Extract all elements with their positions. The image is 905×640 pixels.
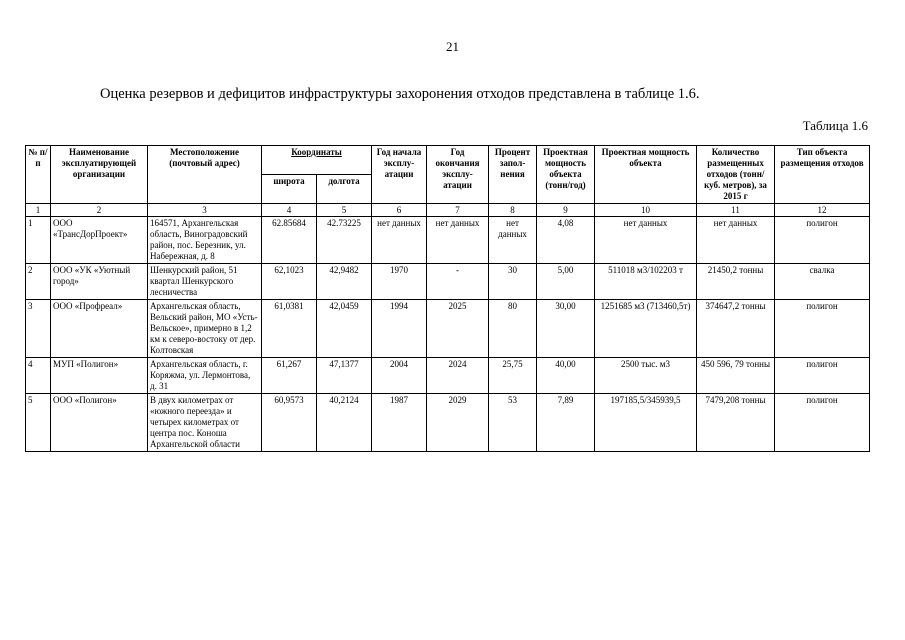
cell-longitude: 40,2124 [317, 394, 372, 452]
cell-latitude: 60,9573 [262, 394, 317, 452]
cell-facility-type: полигон [775, 358, 870, 394]
column-number: 5 [317, 204, 372, 217]
header-operator: Наименование эксплуатирующей организации [51, 146, 148, 204]
cell-address: Шенкурский район, 51 квартал Шенкурского лесничества [148, 264, 262, 300]
column-number: 2 [51, 204, 148, 217]
document-heading: Оценка резервов и дефицитов инфраструктуры захоронения отходов представлена в таблице 1.6. [100, 86, 700, 102]
column-number: 3 [148, 204, 262, 217]
cell-facility-type: свалка [775, 264, 870, 300]
cell-start-year: 2004 [372, 358, 427, 394]
cell-design-power: 197185,5/345939,5 [595, 394, 697, 452]
cell-design-capacity: 30,00 [537, 300, 595, 358]
cell-fill-percent: 80 [489, 300, 537, 358]
cell-design-power: 1251685 м3 (713460,5т) [595, 300, 697, 358]
table-row [26, 300, 870, 358]
column-number: 4 [262, 204, 317, 217]
header-address: Местоположение (почтовый адрес) [148, 146, 262, 204]
cell-longitude: 42,9482 [317, 264, 372, 300]
table-caption: Таблица 1.6 [802, 118, 868, 133]
cell-start-year: нет данных [372, 217, 427, 264]
column-number: 8 [489, 204, 537, 217]
header-longitude: долгота [317, 175, 372, 204]
cell-number: 4 [26, 358, 51, 394]
header-facility-type: Тип объекта размещения отходов [775, 146, 870, 204]
cell-operator: ООО «УК «Уютный город» [51, 264, 148, 300]
header-end-year: Год окончания эксплу-атации [427, 146, 489, 204]
cell-address: Архангельская область, г. Коряжма, ул. Лермонтова, д. 31 [148, 358, 262, 394]
column-number: 6 [372, 204, 427, 217]
column-number: 9 [537, 204, 595, 217]
header-start-year: Год начала эксплу-атации [372, 146, 427, 204]
cell-latitude: 61,267 [262, 358, 317, 394]
cell-operator: МУП «Полигон» [51, 358, 148, 394]
cell-operator: ООО «Полигон» [51, 394, 148, 452]
cell-facility-type: полигон [775, 394, 870, 452]
cell-end-year: 2025 [427, 300, 489, 358]
cell-address: 164571, Архангельская область, Виноградовский район, пос. Березник, ул. Набережная, д. 8 [148, 217, 262, 264]
cell-fill-percent: 30 [489, 264, 537, 300]
cell-fill-percent: нет данных [489, 217, 537, 264]
cell-operator: ООО «ТрансДорПроект» [51, 217, 148, 264]
cell-end-year: 2029 [427, 394, 489, 452]
header-design-power: Проектная мощность объекта [595, 146, 697, 204]
header-waste-amount: Количество размещенных отходов (тонн/куб. метров), за 2015 г [697, 146, 775, 204]
cell-longitude: 42.73225 [317, 217, 372, 264]
table-body [26, 217, 870, 452]
cell-number: 1 [26, 217, 51, 264]
cell-design-capacity: 7,89 [537, 394, 595, 452]
table-header [26, 146, 870, 217]
cell-start-year: 1994 [372, 300, 427, 358]
header-fill-percent: Процент запол-нения [489, 146, 537, 204]
cell-fill-percent: 53 [489, 394, 537, 452]
waste-facilities-table [25, 145, 870, 452]
header-design-capacity: Проектная мощность объекта (тонн/год) [537, 146, 595, 204]
cell-end-year: - [427, 264, 489, 300]
cell-address: Архангельская область, Вельский район, МО «Усть-Вельское», примерно в 1,2 км к северо-востоку от дер. Колтовская [148, 300, 262, 358]
column-number: 12 [775, 204, 870, 217]
column-number: 7 [427, 204, 489, 217]
cell-waste-amount: 21450,2 тонны [697, 264, 775, 300]
page-number: 21 [446, 39, 459, 54]
cell-operator: ООО «Профреал» [51, 300, 148, 358]
cell-latitude: 61,0381 [262, 300, 317, 358]
cell-start-year: 1970 [372, 264, 427, 300]
table-row [26, 217, 870, 264]
cell-longitude: 47,1377 [317, 358, 372, 394]
column-number: 11 [697, 204, 775, 217]
cell-fill-percent: 25,75 [489, 358, 537, 394]
cell-waste-amount: нет данных [697, 217, 775, 264]
header-number: № п/п [26, 146, 51, 204]
cell-latitude: 62,1023 [262, 264, 317, 300]
cell-facility-type: полигон [775, 217, 870, 264]
table-row [26, 394, 870, 452]
cell-number: 3 [26, 300, 51, 358]
column-number: 10 [595, 204, 697, 217]
column-number-row [26, 204, 870, 217]
cell-start-year: 1987 [372, 394, 427, 452]
cell-number: 5 [26, 394, 51, 452]
header-coordinates: Координаты [262, 146, 372, 175]
cell-longitude: 42,0459 [317, 300, 372, 358]
cell-design-capacity: 40,00 [537, 358, 595, 394]
header-latitude: широта [262, 175, 317, 204]
table-row [26, 264, 870, 300]
cell-end-year: 2024 [427, 358, 489, 394]
cell-latitude: 62.85684 [262, 217, 317, 264]
cell-design-power: 2500 тыс. м3 [595, 358, 697, 394]
cell-number: 2 [26, 264, 51, 300]
cell-facility-type: полигон [775, 300, 870, 358]
cell-waste-amount: 450 596, 79 тонны [697, 358, 775, 394]
cell-address: В двух километрах от «южного переезда» и четырех километрах от центра пос. Коноша Архангельской области [148, 394, 262, 452]
cell-waste-amount: 7479,208 тонны [697, 394, 775, 452]
column-number: 1 [26, 204, 51, 217]
cell-design-capacity: 5,00 [537, 264, 595, 300]
cell-end-year: нет данных [427, 217, 489, 264]
cell-design-power: 511018 м3/102203 т [595, 264, 697, 300]
cell-waste-amount: 374647,2 тонны [697, 300, 775, 358]
cell-design-power: нет данных [595, 217, 697, 264]
table-row [26, 358, 870, 394]
cell-design-capacity: 4,08 [537, 217, 595, 264]
